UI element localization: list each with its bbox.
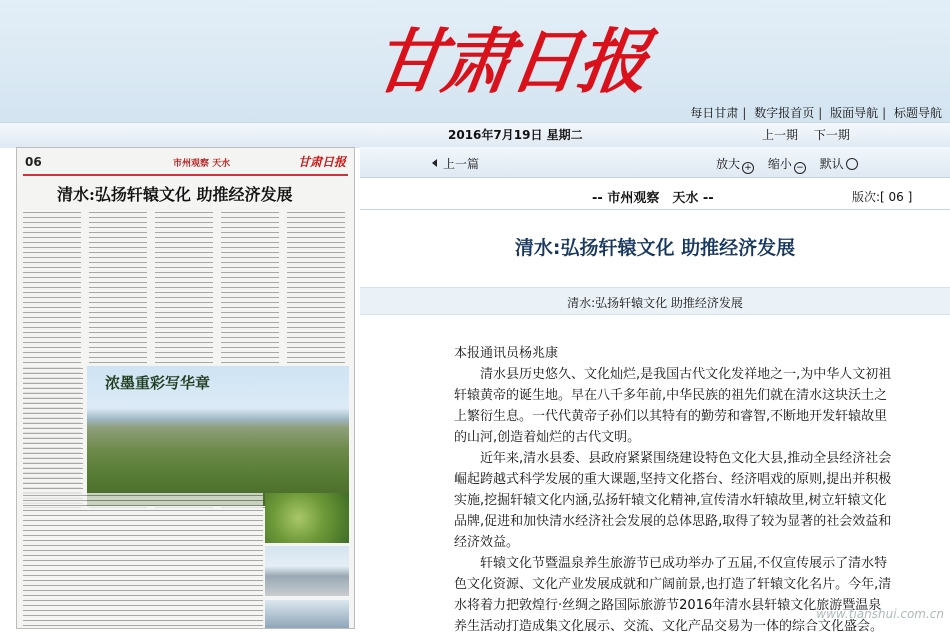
prev-issue-link[interactable]: 上一期 (762, 128, 799, 142)
zoom-default-label: 默认 (819, 157, 844, 171)
issue-date: 2016年7月19日 星期二 (448, 128, 583, 142)
thumbnail-landscape-photo[interactable] (87, 366, 349, 506)
thumbnail-bottom-photo[interactable] (265, 600, 349, 628)
article-panel (360, 147, 950, 634)
next-issue-link[interactable]: 下一期 (813, 128, 850, 142)
thumbnail-headline[interactable]: 清水:弘扬轩辕文化 助推经济发展 (57, 185, 293, 204)
subtitle-text: 清水:弘扬轩辕文化 助推经济发展 (567, 296, 743, 310)
left-arrow-icon (432, 159, 437, 167)
thumbnail-page-number: 06 (25, 155, 42, 169)
prev-article-label: 上一篇 (443, 157, 480, 171)
zoom-controls (716, 155, 868, 174)
zoom-out-button[interactable] (768, 157, 806, 171)
thumbnail-side-text[interactable] (23, 366, 83, 506)
site-watermark: www.tianshui.com.cn (816, 607, 944, 621)
thumbnail-fruit-photo[interactable] (265, 493, 349, 543)
nav-page-navigation[interactable]: 版面导航 (830, 106, 879, 120)
nav-digital-home[interactable]: 数字报首页 (754, 106, 815, 120)
thumbnail-header (23, 152, 348, 176)
zoom-default-button[interactable] (820, 157, 858, 171)
newspaper-page-thumbnail[interactable] (16, 147, 355, 629)
minus-circle-icon: − (794, 162, 806, 174)
prev-article-link[interactable] (432, 155, 479, 172)
divider (360, 209, 950, 210)
zoom-in-label: 放大 (716, 157, 741, 171)
section-line: -- 市州观察 天水 -- (592, 191, 714, 206)
subtitle-bar (360, 287, 950, 315)
article-toolbar (360, 147, 950, 178)
paragraph: 轩辕文化节暨温泉养生旅游节已成功举办了五届,不仅宣传展示了清水特色文化资源、文化产业发展成就和广阔前景,也打造了轩辕文化名片。今年,清水将着力把敦煌行·丝绸之路国际旅游节2016年清水县轩辕文化旅游暨温泉养生活动打造成集文化展示、交流、文化产品交易为一体的综合文化盛会。 (454, 556, 892, 634)
issue-navigation (762, 126, 862, 143)
top-navigation: 每日甘肃 | 数字报首页 | 版面导航 | 标题导航 (686, 104, 946, 121)
byline: 本报通讯员杨兆康 (454, 346, 559, 361)
paragraph: 清水县历史悠久、文化灿烂,是我国古代文化发祥地之一,为中华人文初祖轩辕黄帝的诞生地。早在八千多年前,中华民族的祖先们就在清水这块沃土之上繁衍生息。一代代黄帝子孙们以其特有的勤劳和睿智,不断地开发轩辕故里的山河,创造着灿烂的古代文明。 (454, 367, 892, 445)
article-title: 清水:弘扬轩辕文化 助推经济发展 (514, 237, 796, 259)
newspaper-logo[interactable]: 甘肃日报 (368, 20, 653, 103)
zoom-out-label: 缩小 (767, 157, 792, 171)
plus-circle-icon: + (742, 162, 754, 174)
paragraph: 近年来,清水县委、县政府紧紧围绕建设特色文化大县,推动全县经济社会崛起跨越式科学发展的重大课题,坚持文化搭台、经济唱戏的原则,提出并积极实施,挖掘轩辕文化内涵,弘扬轩辕文化精神,宣传清水轩辕故里,树立轩辕文化品牌,促进和加快清水经济社会发展的总体思路,取得了较为显著的社会效益和经济效益。 (454, 451, 892, 550)
nav-daily-gansu[interactable]: 每日甘肃 (690, 106, 739, 120)
nav-title-navigation[interactable]: 标题导航 (893, 106, 942, 120)
thumbnail-logo: 甘肃日报 (297, 155, 346, 169)
article-body (454, 343, 892, 637)
thumbnail-section: 市州观察 天水 (173, 159, 231, 169)
circle-icon (846, 158, 858, 170)
photo-headline: 浓墨重彩写华章 (105, 374, 211, 392)
zoom-in-button[interactable] (716, 157, 754, 171)
thumbnail-bottom-text[interactable] (23, 493, 263, 628)
thumbnail-plaza-photo[interactable] (265, 546, 349, 596)
page-label: 版次:[ 06 ] (852, 190, 913, 204)
